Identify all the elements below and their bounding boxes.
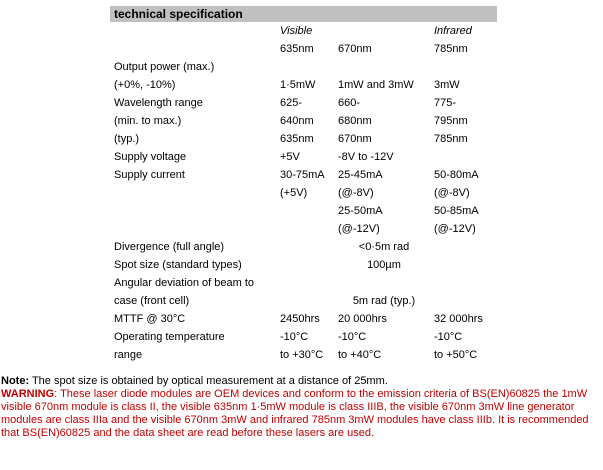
value-cell: 635nm xyxy=(280,43,314,55)
parameter-cell: range xyxy=(114,349,143,361)
table-row xyxy=(110,328,497,346)
value-cell: 25-45mA xyxy=(338,169,383,181)
value-cell: -10°C xyxy=(434,331,463,343)
value-cell: 1mW and 3mW xyxy=(338,79,414,91)
note-label: Note: xyxy=(1,375,30,387)
value-cell: 635nm xyxy=(280,133,314,145)
table-row xyxy=(110,310,497,328)
value-cell xyxy=(276,274,334,292)
value-cell: (@-12V) xyxy=(434,223,476,235)
parameter-cell: Angular deviation of beam to xyxy=(114,277,255,289)
parameter-cell xyxy=(110,40,276,58)
value-cell: 795nm xyxy=(434,115,468,127)
value-cell: -10°C xyxy=(280,331,309,343)
value-cell: 50-80mA xyxy=(434,169,479,181)
table-title: technical specification xyxy=(110,6,497,22)
value-cell: (@-12V) xyxy=(338,223,380,235)
technical-specification-table xyxy=(110,6,497,364)
table-row xyxy=(110,22,497,40)
value-cell xyxy=(430,274,497,292)
value-cell xyxy=(430,292,497,310)
value-cell: Visible xyxy=(280,25,313,37)
parameter-cell: Output power (max.) xyxy=(114,61,215,73)
table-row xyxy=(110,166,497,184)
parameter-cell xyxy=(110,184,276,202)
table-row xyxy=(110,148,497,166)
value-cell: 775- xyxy=(434,97,457,109)
value-cell: Infrared xyxy=(434,25,472,37)
parameter-cell: (typ.) xyxy=(114,133,140,145)
value-cell: 670nm xyxy=(338,133,372,145)
parameter-cell: case (front cell) xyxy=(114,295,190,307)
value-cell: 2450hrs xyxy=(280,313,320,325)
parameter-cell: MTTF @ 30°C xyxy=(114,313,186,325)
warning-text: : These laser diode modules are OEM devices and conform to the emission criteria of BS(EN)60825 the 1mW visible 670nm module is class II, the visible 635nm 1·5mW module is class IIIB, the visible 670nm 3mW line generator modules are class IIIa and the visible 670nm 3mW and infrared 785nm 3mW modules have class IIIb. It is recommended that BS(EN)60825 and the data sheet are read before these lasers are used. xyxy=(1,388,589,439)
parameter-cell: Wavelength range xyxy=(114,97,203,109)
parameter-cell xyxy=(110,202,276,220)
value-cell xyxy=(276,202,334,220)
value-cell xyxy=(430,238,497,256)
table-row xyxy=(110,76,497,94)
value-cell xyxy=(430,148,497,166)
table-row xyxy=(110,94,497,112)
parameter-cell xyxy=(110,220,276,238)
table-row xyxy=(110,346,497,364)
value-cell: to +40°C xyxy=(338,349,382,361)
value-cell: +5V xyxy=(280,151,300,163)
table-row xyxy=(110,40,497,58)
parameter-cell: (min. to max.) xyxy=(114,115,182,127)
value-cell: 785nm xyxy=(434,133,468,145)
parameter-cell: Divergence (full angle) xyxy=(114,241,225,253)
value-cell: (+5V) xyxy=(280,187,308,199)
value-cell: (@-8V) xyxy=(434,187,470,199)
value-cell xyxy=(276,238,334,256)
parameter-cell: Spot size (standard types) xyxy=(114,259,242,271)
table-row xyxy=(110,58,497,76)
table-row xyxy=(110,238,497,256)
spec-grid xyxy=(110,22,497,364)
table-row xyxy=(110,256,497,274)
parameter-cell: Supply voltage xyxy=(114,151,187,163)
value-cell xyxy=(430,58,497,76)
value-cell xyxy=(276,220,334,238)
value-cell: 625- xyxy=(280,97,303,109)
value-cell xyxy=(276,292,334,310)
parameter-cell: Supply current xyxy=(114,169,185,181)
value-cell: to +30°C xyxy=(280,349,324,361)
value-cell: 680nm xyxy=(338,115,372,127)
note-paragraph xyxy=(1,375,602,388)
value-cell: 1·5mW xyxy=(280,79,316,91)
value-cell: 5m rad (typ.) xyxy=(352,295,416,307)
value-cell: 640nm xyxy=(280,115,314,127)
value-cell: to +50°C xyxy=(434,349,478,361)
value-cell: -10°C xyxy=(338,331,367,343)
value-cell xyxy=(334,274,430,292)
value-cell: <0·5m rad xyxy=(358,241,410,253)
value-cell: -8V to -12V xyxy=(338,151,394,163)
parameter-cell: Operating temperature xyxy=(114,331,225,343)
table-row xyxy=(110,220,497,238)
value-cell xyxy=(430,256,497,274)
value-cell: 25-50mA xyxy=(338,205,383,217)
value-cell: 660- xyxy=(338,97,361,109)
value-cell: 100µm xyxy=(367,259,401,271)
table-row xyxy=(110,202,497,220)
value-cell: 785nm xyxy=(434,43,468,55)
value-cell: 670nm xyxy=(338,43,372,55)
value-cell: 50-85mA xyxy=(434,205,479,217)
value-cell xyxy=(276,256,334,274)
warning-paragraph xyxy=(1,388,602,440)
value-cell: 32 000hrs xyxy=(434,313,483,325)
table-row xyxy=(110,274,497,292)
note-text: The spot size is obtained by optical measurement at a distance of 25mm. xyxy=(29,375,388,387)
parameter-cell xyxy=(110,22,276,40)
value-cell: 30-75mA xyxy=(280,169,325,181)
table-row xyxy=(110,130,497,148)
value-cell xyxy=(334,22,430,40)
table-row xyxy=(110,184,497,202)
value-cell: 3mW xyxy=(434,79,460,91)
value-cell: 20 000hrs xyxy=(338,313,387,325)
warning-label: WARNING xyxy=(1,388,55,400)
value-cell xyxy=(276,58,334,76)
table-row xyxy=(110,292,497,310)
notes-section xyxy=(1,375,602,440)
value-cell xyxy=(334,58,430,76)
value-cell: (@-8V) xyxy=(338,187,374,199)
parameter-cell: (+0%, -10%) xyxy=(114,79,176,91)
table-row xyxy=(110,112,497,130)
